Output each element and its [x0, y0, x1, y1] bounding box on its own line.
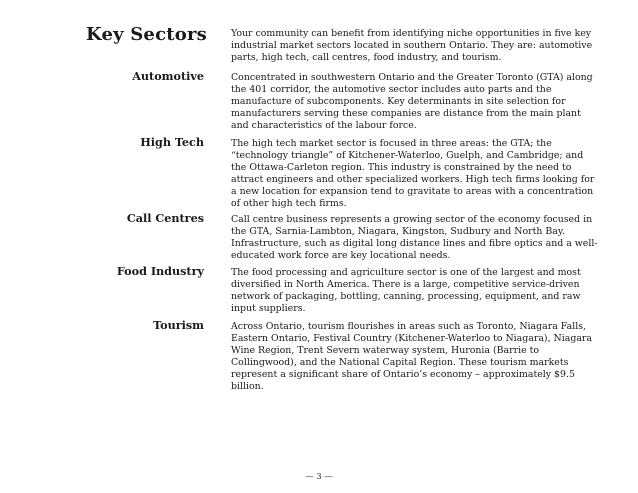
page-number: — 3 — [305, 472, 333, 482]
section-heading-automotive: Automotive [132, 69, 204, 83]
section-body-food-industry: The food processing and agriculture sector is one of the largest and most diversified in North America. There is a large, competitive service-driven network of packaging, bottling, canning, processing, equipment, and raw input suppliers. [231, 267, 581, 314]
section-heading-high-tech: High Tech [140, 135, 204, 149]
section-body-high-tech: The high tech market sector is focused in three areas: the GTA; the “technology triangle” of Kitchener-Waterloo, Guelph, and Cambridge; and the Ottawa-Carleton region. This industry is constrained by the need to attract engineers and other specialized workers. High tech firms looking for a new location for expansion tend to gravitate to areas with a concentration of other high tech firms. [231, 138, 595, 209]
page-title: Key Sectors [86, 24, 207, 45]
section-body-call-centres: Call centre business represents a growing sector of the economy focused in the GTA, Sarnia-Lambton, Niagara, Kingston, Sudbury and North Bay. Infrastructure, such as digital long distance lines and fibre optics and a well-educated work force are key locational needs. [231, 214, 598, 261]
section-heading-food-industry: Food Industry [116, 264, 204, 278]
section-body-automotive: Concentrated in southwestern Ontario and the Greater Toronto (GTA) along the 401 corridor, the automotive sector includes auto parts and the manufacture of subcomponents. Key determinants in site selection for manufacturers serving these companies are distance from the main plant and characteristics of the labour force. [231, 72, 593, 131]
section-heading-tourism: Tourism [153, 318, 204, 332]
intro-paragraph: Your community can benefit from identifying niche opportunities in five key industrial market sectors located in southern Ontario. They are: automotive parts, high tech, call centres, food industry, and tourism. [231, 28, 593, 63]
section-heading-call-centres: Call Centres [126, 211, 204, 225]
section-body-tourism: Across Ontario, tourism flourishes in areas such as Toronto, Niagara Falls, Eastern Ontario, Festival Country (Kitchener-Waterloo to Niagara), Niagara Wine Region, Trent Severn waterway system, Huronia (Barrie to Collingwood), and the National Capital Region. These tourism markets represent a significant share of Ontario’s economy – approximately $9.5 billion. [231, 321, 592, 392]
